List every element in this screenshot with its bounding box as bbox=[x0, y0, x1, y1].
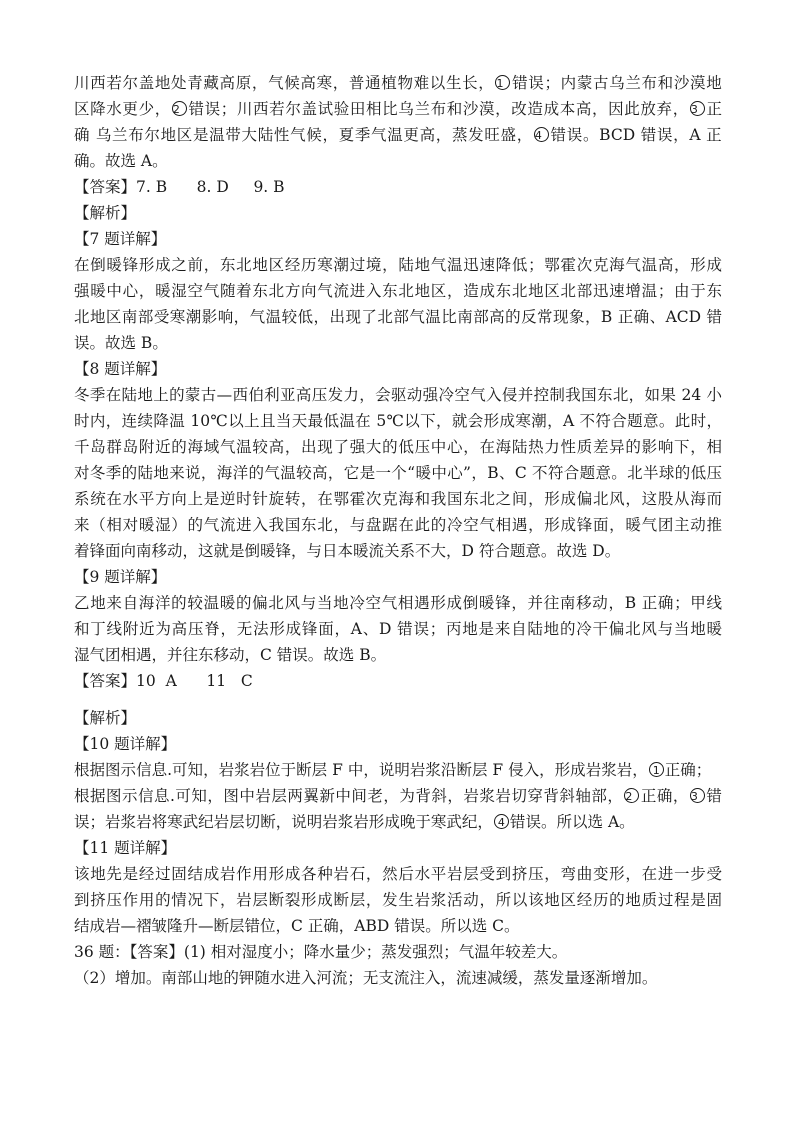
circled-number: 3 bbox=[690, 101, 705, 116]
analysis-heading: 【解析】 bbox=[74, 204, 137, 222]
text-line: 根据图示信息.可知，岩浆岩位于断层 F 中，说明岩浆沿断层 F 侵入，形成岩浆岩， 1 正确； bbox=[74, 761, 712, 779]
circled-number: 3 bbox=[690, 788, 705, 803]
question-36-answer: 36 题：【答案】(1) 相对湿度小；降水量少；蒸发强烈；气温年较差大。 bbox=[74, 943, 568, 961]
circled-number: 1 bbox=[649, 762, 664, 777]
circled-number: 2 bbox=[624, 788, 639, 803]
text-line: 确。故选 A。 bbox=[74, 152, 168, 170]
question-11-heading: 【11 题详解】 bbox=[74, 839, 177, 857]
question-10-heading: 【10 题详解】 bbox=[74, 735, 177, 753]
text-line: （2）增加。南部山地的钾随水进入河流；无支流注入，流速减缓，蒸发量逐渐增加。 bbox=[74, 969, 658, 987]
text-line: 湿气团相遇，并往东移动，C 错误。故选 B。 bbox=[74, 646, 387, 664]
text-line: 误。故选 B。 bbox=[74, 334, 168, 352]
text-line: 川西若尔盖地处青藏高原，气候高寒，普通植物难以生长， 1 错误；内蒙古乌兰布和沙漠地 bbox=[74, 74, 722, 92]
text-line: 结成岩—褶皱隆升—断层错位，C 正确，ABD 错误。所以选 C。 bbox=[74, 917, 520, 935]
text-line: 着锋面向南移动，这就是倒暖锋，与日本暖流关系不大，D 符合题意。故选 D。 bbox=[74, 542, 621, 560]
text-line: 区降水更少， 2 错误；川西若尔盖试验田相比乌兰布和沙漠，改造成本高，因此放弃， 3 正 bbox=[74, 100, 722, 118]
text-line: 时内，连续降温 10℃以上且当天最低温在 5℃以下，就会形成寒潮，A 不符合题意。此时， bbox=[74, 412, 722, 430]
text-line: 对冬季的陆地来说，海洋的气温较高，它是一个“暖中心”，B、C 不符合题意。北半球的低压 bbox=[74, 464, 722, 482]
text-line: 北地区南部受寒潮影响，气温较低，出现了北部气温比南部高的反常现象，B 正确、ACD 错 bbox=[74, 308, 722, 326]
question-8-heading: 【8 题详解】 bbox=[74, 360, 167, 378]
analysis-heading: 【解析】 bbox=[74, 709, 137, 727]
answer-heading-10-11: 【答案】10 A 11 C bbox=[74, 672, 253, 690]
circled-number: 1 bbox=[495, 75, 510, 90]
blank-line bbox=[74, 694, 722, 705]
question-7-heading: 【7 题详解】 bbox=[74, 230, 167, 248]
text-line: 来（相对暖湿）的气流进入我国东北，与盘踞在此的冷空气相遇，形成锋面，暖气团主动推 bbox=[74, 516, 722, 534]
text-line: 误；岩浆岩将寒武纪岩层切断，说明岩浆岩形成晚于寒武纪， 4 错误。所以选 A。 bbox=[74, 813, 635, 831]
text-line: 根据图示信息.可知，图中岩层两翼新中间老，为背斜，岩浆岩切穿背斜轴部， 2 正确， 3 错 bbox=[74, 787, 722, 805]
circled-number: 4 bbox=[534, 127, 549, 142]
circled-number: 4 bbox=[494, 814, 509, 829]
text-line: 确 乌兰布尔地区是温带大陆性气候，夏季气温更高，蒸发旺盛， 4 错误。BCD 错误，A 正 bbox=[74, 126, 722, 144]
answer-heading-7-9: 【答案】7. B 8. D 9. B bbox=[74, 178, 285, 196]
text-line: 在倒暖锋形成之前，东北地区经历寒潮过境，陆地气温迅速降低；鄂霍次克海气温高，形成 bbox=[74, 256, 722, 274]
text-line: 和丁线附近为高压脊，无法形成锋面，A、D 错误；丙地是来自陆地的冷干偏北风与当地暖 bbox=[74, 620, 722, 638]
text-line: 该地先是经过固结成岩作用形成各种岩石，然后水平岩层受到挤压，弯曲变形，在进一步受 bbox=[74, 865, 722, 883]
text-line: 冬季在陆地上的蒙古—西伯利亚高压发力，会驱动强冷空气入侵并控制我国东北，如果 24 小 bbox=[74, 386, 722, 404]
text-line: 到挤压作用的情况下，岩层断裂形成断层，发生岩浆活动，所以该地区经历的地质过程是固 bbox=[74, 891, 722, 909]
text-line: 系统在水平方向上是逆时针旋转，在鄂霍次克海和我国东北之间，形成偏北风，这股从海而 bbox=[74, 490, 722, 508]
text-line: 乙地来自海洋的较温暖的偏北风与当地冷空气相遇形成倒暖锋，并往南移动，B 正确；甲线 bbox=[74, 594, 722, 612]
answer-text-body bbox=[74, 70, 722, 991]
text-line: 强暖中心，暖湿空气随着东北方向气流进入东北地区，造成东北地区北部迅速增温；由于东 bbox=[74, 282, 722, 300]
text-line: 千岛群岛附近的海域气温较高，出现了强大的低压中心，在海陆热力性质差异的影响下，相 bbox=[74, 438, 722, 456]
circled-number: 2 bbox=[172, 101, 187, 116]
question-9-heading: 【9 题详解】 bbox=[74, 568, 167, 586]
